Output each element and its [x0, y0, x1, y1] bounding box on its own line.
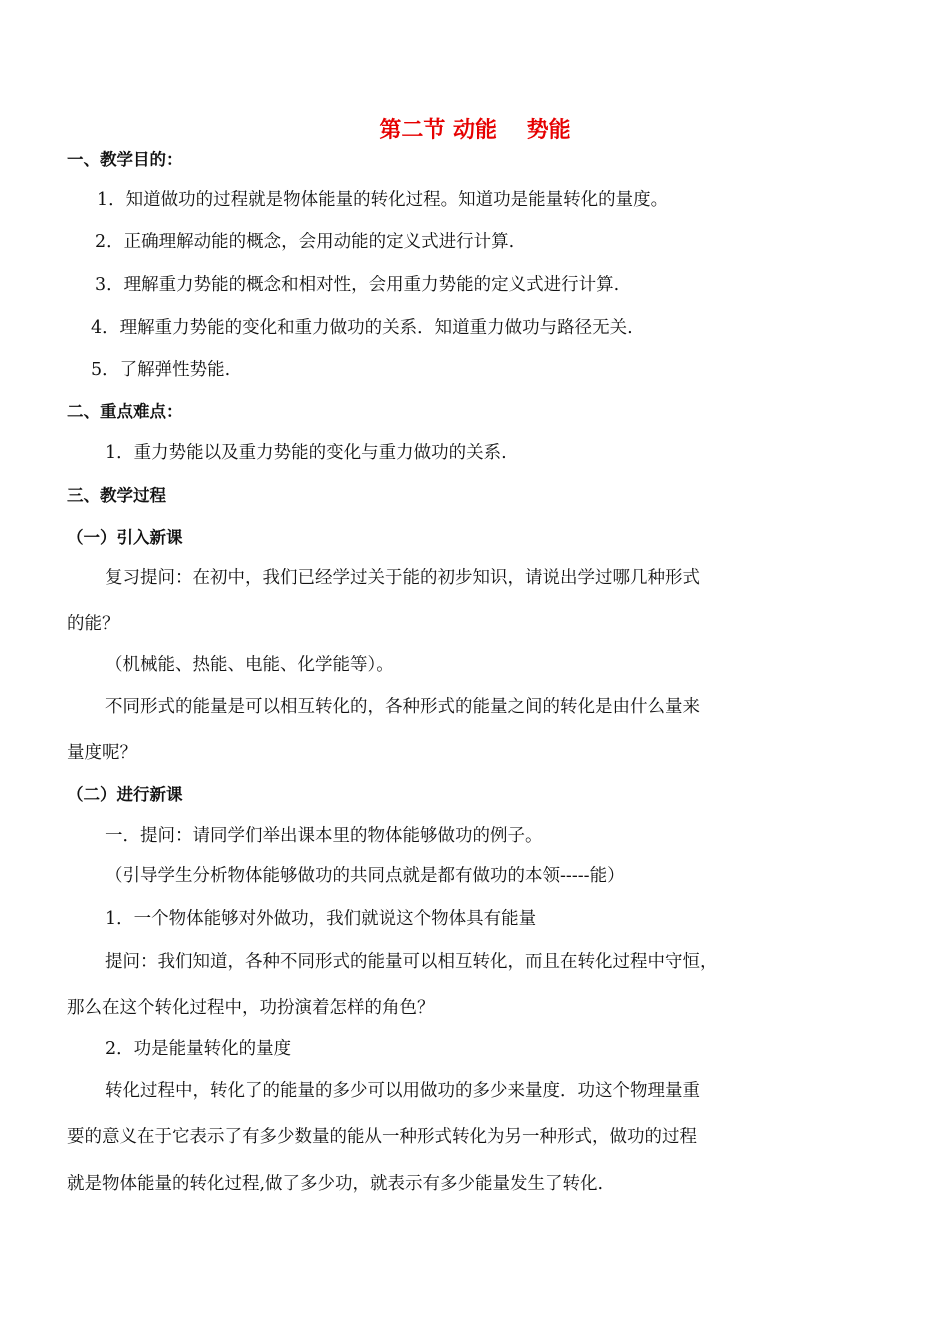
paragraph-line: 要的意义在于它表示了有多少数量的能从一种形式转化为另一种形式，做功的过程: [67, 1127, 697, 1147]
paragraph-line: 转化过程中，转化了的能量的多少可以用做功的多少来量度．功这个物理量重: [105, 1081, 700, 1101]
objective-item: 2．正确理解动能的概念，会用动能的定义式进行计算.: [95, 232, 515, 252]
section-heading-objectives: 一、教学目的：: [67, 150, 183, 169]
paragraph-line: 不同形式的能量是可以相互转化的，各种形式的能量之间的转化是由什么量来: [105, 697, 700, 717]
paragraph-line: 量度呢？: [67, 743, 137, 763]
paragraph-line: 一．提问：请同学们举出课本里的物体能够做功的例子。: [105, 826, 543, 846]
section-heading-process: 三、教学过程: [67, 486, 166, 505]
paragraph-line: （机械能、热能、电能、化学能等）。: [105, 655, 394, 675]
paragraph-line: 1．一个物体能够对外做功，我们就说这个物体具有能量: [105, 909, 537, 929]
section-heading-key-points: 二、重点难点：: [67, 402, 183, 421]
objective-item: 4．理解重力势能的变化和重力做功的关系．知道重力做功与路径无关.: [91, 318, 633, 338]
page-title: 第二节 动能 势能: [379, 118, 571, 143]
key-point-item: 1．重力势能以及重力势能的变化与重力做功的关系.: [105, 443, 507, 463]
objective-item: 1．知道做功的过程就是物体能量的转化过程。知道功是能量转化的量度。: [97, 190, 669, 210]
objective-item: 5．了解弹性势能.: [91, 360, 231, 380]
paragraph-line: 的能？: [67, 614, 120, 634]
paragraph-line: （引导学生分析物体能够做功的共同点就是都有做功的本领-----能）: [105, 866, 625, 886]
paragraph-line: 2．功是能量转化的量度: [105, 1039, 292, 1059]
objective-item: 3．理解重力势能的概念和相对性，会用重力势能的定义式进行计算.: [95, 275, 620, 295]
paragraph-line: 复习提问：在初中，我们已经学过关于能的初步知识，请说出学过哪几种形式: [105, 568, 700, 588]
subsection-heading-new-lesson: （二）进行新课: [67, 785, 183, 804]
paragraph-line: 那么在这个转化过程中，功扮演着怎样的角色？: [67, 998, 435, 1018]
paragraph-line: 提问：我们知道，各种不同形式的能量可以相互转化，而且在转化过程中守恒，: [105, 952, 718, 972]
subsection-heading-intro: （一）引入新课: [67, 528, 183, 547]
paragraph-line: 就是物体能量的转化过程,做了多少功，就表示有多少能量发生了转化.: [67, 1174, 604, 1194]
